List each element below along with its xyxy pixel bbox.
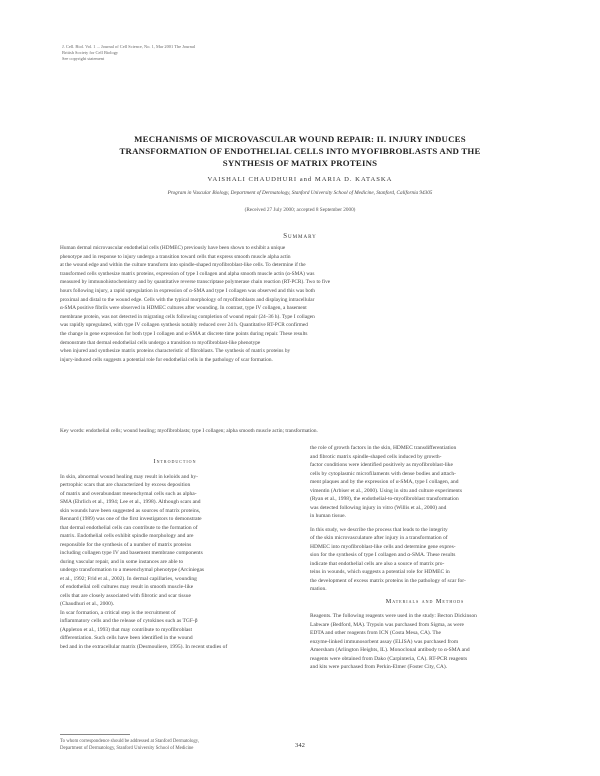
body-text-line: of matrix and overabundant mesenchymal cells such as alpha- — [60, 490, 197, 497]
abstract-line: measured by immunohistochemistry and by quantitative reverse transcriptase polymerase chain reaction (RT-PCR). Two to five — [60, 279, 331, 286]
body-text-line: ment plaques and by the expression of α-SMA, type I collagen, and — [310, 479, 459, 485]
body-text-line: and kits were purchased from Perkin-Elmer (Foster City, CA). — [310, 664, 448, 670]
body-text-line: sion for the synthesis of type I collagen and α-SMA. These results — [310, 552, 456, 558]
journal-header — [62, 44, 312, 62]
body-text-line: in human tissue. — [310, 513, 346, 519]
body-text-line: during vascular repair, and in some instances are able to — [60, 558, 184, 565]
body-text-line: mation. — [310, 586, 327, 592]
body-text-line: enzyme-linked immunosorbent assay (ELISA) was purchased from — [310, 638, 459, 645]
body-text-line: (Ryan et al., 1998), the endothelial-to-myofibroblast transformation — [310, 496, 459, 502]
body-text-line: cells by cytoplasmic microfilaments with dense bodies and attach- — [310, 470, 457, 477]
affiliation: Program in Vascular Biology, Department of Dermatology, Stanford University School of Medicine, Stanford, California 94305 — [167, 190, 433, 196]
footnote — [60, 738, 290, 752]
body-text-line: factor conditions were identified positively as myofibroblast-like — [310, 462, 453, 468]
abstract-line: transformed cells synthesize matrix proteins, expression of type I collagen and alpha smooth muscle actin (α-SMA) was — [60, 270, 315, 277]
page-number: 342 — [295, 742, 305, 749]
body-text-line: Labware (Bedford, MA). Trypsin was purchased from Sigma, as were — [310, 621, 464, 628]
abstract-line: membrane protein, was not detected in migrating cells following completion of wound repair (24–36 h). Type I collagen — [60, 313, 315, 320]
body-text-line: (Appleton et al., 1993) that may contribute to myofibroblast — [60, 626, 192, 633]
body-text-line: matrix. Endothelial cells exhibit spindle morphology and are — [60, 533, 194, 539]
body-text-line: vimentin (Arbiser et al., 2000). Using in situ and culture experiments — [310, 487, 462, 494]
body-text-line: SMA (Ehrlich et al., 1994; Lee et al., 1998). Although scars and — [60, 499, 201, 505]
body-text-line: indicate that endothelial cells are also a source of matrix pro- — [310, 560, 445, 567]
title-line: SYNTHESIS OF MATRIX PROTEINS — [222, 158, 378, 168]
body-text-line: Rennard (1989) was one of the first investigators to demonstrate — [60, 516, 202, 522]
abstract-line: the change in gene expression for both type I collagen and α-SMA at discrete time points during repair. These results — [60, 330, 308, 337]
article-title — [90, 133, 510, 169]
body-text-line: that dermal endothelial cells can contribute to the formation of — [60, 524, 198, 531]
introduction-heading: Introduction — [153, 458, 197, 465]
abstract-line: proximal and distal to the wound edge. Cells with the typical morphology of myofibroblasts and displaying intracellular — [60, 296, 315, 303]
title-line: TRANSFORMATION OF ENDOTHELIAL CELLS INTO MYOFIBROBLASTS AND THE — [119, 146, 481, 156]
body-text-line: In skin, abnormal wound healing may result in keloids and hy- — [60, 473, 198, 480]
body-text-line: teins in wounds, which suggests a potential role for HDMEC in — [310, 569, 450, 575]
abstract-line: Human dermal microvascular endothelial cells (HDMEC) previously have been shown to exhibit a unique — [60, 245, 286, 251]
right-column — [310, 444, 540, 672]
authors: VAISHALI CHAUDHURI and MARIA D. KATASKA — [207, 176, 393, 183]
body-text-line: skin wounds have been suggested as sources of matrix proteins, — [60, 507, 201, 514]
body-text-line: cells that are closely associated with fibrotic and scar tissue — [60, 592, 191, 599]
body-text-line: EDTA and other reagents from ICN (Costa Mesa, CA). The — [310, 630, 441, 636]
body-text-line: and fibrotic matrix spindle-shaped cells induced by growth- — [310, 453, 442, 460]
body-text-line: (Chaudhuri et al., 2000). — [60, 601, 115, 607]
abstract-line: was rapidly upregulated, with type IV collagen synthesis notably reduced over 24 h. Quantitative RT-PCR confirmed — [60, 322, 308, 329]
footnote-rule — [60, 734, 130, 735]
body-text-line: including collagen type IV and basement membrane components — [60, 550, 203, 556]
abstract-line: hours following injury, a rapid upregulation in expression of α-SMA and type I collagen was observed and this was both — [60, 287, 315, 294]
body-text-line: of the skin microvasculature after injury in a transformation of — [310, 535, 448, 541]
title-line: MECHANISMS OF MICROVASCULAR WOUND REPAIR: II. INJURY INDUCES — [134, 134, 466, 144]
summary-heading: Summary — [283, 233, 317, 240]
body-text-line: of endothelial cell cultures may result in smooth muscle-like — [60, 584, 194, 590]
body-text-line: Reagents. The following reagents were used in the study: Becton Dickinson — [310, 613, 477, 619]
abstract-line: at the wound edge and within the culture transform into spindle-shaped myofibroblast-like cells. To determine if the — [60, 262, 306, 269]
abstract-line: injury-induced cells suggests a potential role for endothelial cells in the pathology of scar formation. — [60, 356, 273, 363]
methods-heading: Materials and Methods — [385, 597, 465, 605]
body-text-line: inflammatory cells and the release of cytokines such as TGF-β — [60, 618, 198, 624]
abstract-line: phenotype and in response to injury undergo a transition toward cells that express smooth muscle alpha actin — [60, 253, 291, 260]
body-text-line: In this study, we describe the process that leads to the integrity — [310, 526, 448, 533]
body-text-line: undergo transformation to a mesenchymal phenotype (Arciniegas — [60, 567, 205, 573]
abstract-line: when injured and synthesize matrix proteins characteristic of fibroblasts. The synthesis of matrix proteins by — [60, 348, 291, 355]
body-text-line: et al., 1992; Frid et al., 2002). In dermal capillaries, wounding — [60, 575, 197, 582]
body-text-line: the role of growth factors in the skin, HDMEC transdifferentiation — [310, 445, 457, 451]
left-column — [60, 454, 290, 651]
abstract-line: α-SMA positive fibrils were observed in HDMEC cultures after wounding. In contrast, type IV collagen, a basement — [60, 305, 307, 312]
journal-info-line: See copyright statement — [62, 56, 105, 61]
abstract-line: demonstrate that dermal endothelial cells undergo a transition to myofibroblast-like phenotype — [60, 339, 261, 346]
body-text-line: In scar formation, a critical step is the recruitment of — [60, 609, 176, 616]
body-text-line: HDMEC into myofibroblast-like cells and determine gene expres- — [310, 543, 456, 550]
footnote-line: Department of Dermatology, Stanford University School of Medicine — [60, 746, 194, 751]
body-text-line: was detected following injury in vitro (Willis et al., 2000) and — [310, 504, 447, 511]
footnote-line: To whom correspondence should be addressed at Stanford Dermatology, — [60, 739, 200, 744]
body-text-line: bed and in the extracellular matrix (Desmouliere, 1995). In recent studies of — [60, 643, 228, 650]
body-text-line: differentiation. Such cells have been identified in the wound — [60, 635, 193, 641]
journal-info-line: British Society for Cell Biology — [62, 50, 119, 55]
abstract — [60, 244, 542, 364]
body-text-line: the development of excess matrix proteins in the pathology of scar for- — [310, 577, 466, 584]
body-text-line: responsible for the synthesis of a number of matrix proteins — [60, 541, 192, 548]
received-dates: (Received 27 July 2000; accepted 8 September 2000) — [244, 207, 356, 213]
body-text-line: Amersham (Arlington Heights, IL). Monoclonal antibody to α-SMA and — [310, 647, 470, 653]
body-text-line: reagents were obtained from Dako (Carpinteria, CA). RT-PCR reagents — [310, 655, 468, 662]
journal-info-line: J. Cell. Biol. Vol. 1 ... Journal of Cell Science, No. 1, Mar 2001 The Journal — [62, 44, 196, 49]
keywords: Key words: endothelial cells; wound healing; myofibroblasts; type I collagen; alpha smooth muscle actin; transformation. — [60, 428, 318, 434]
body-text-line: pertrophic scars that are characterized by excess deposition — [60, 482, 191, 488]
